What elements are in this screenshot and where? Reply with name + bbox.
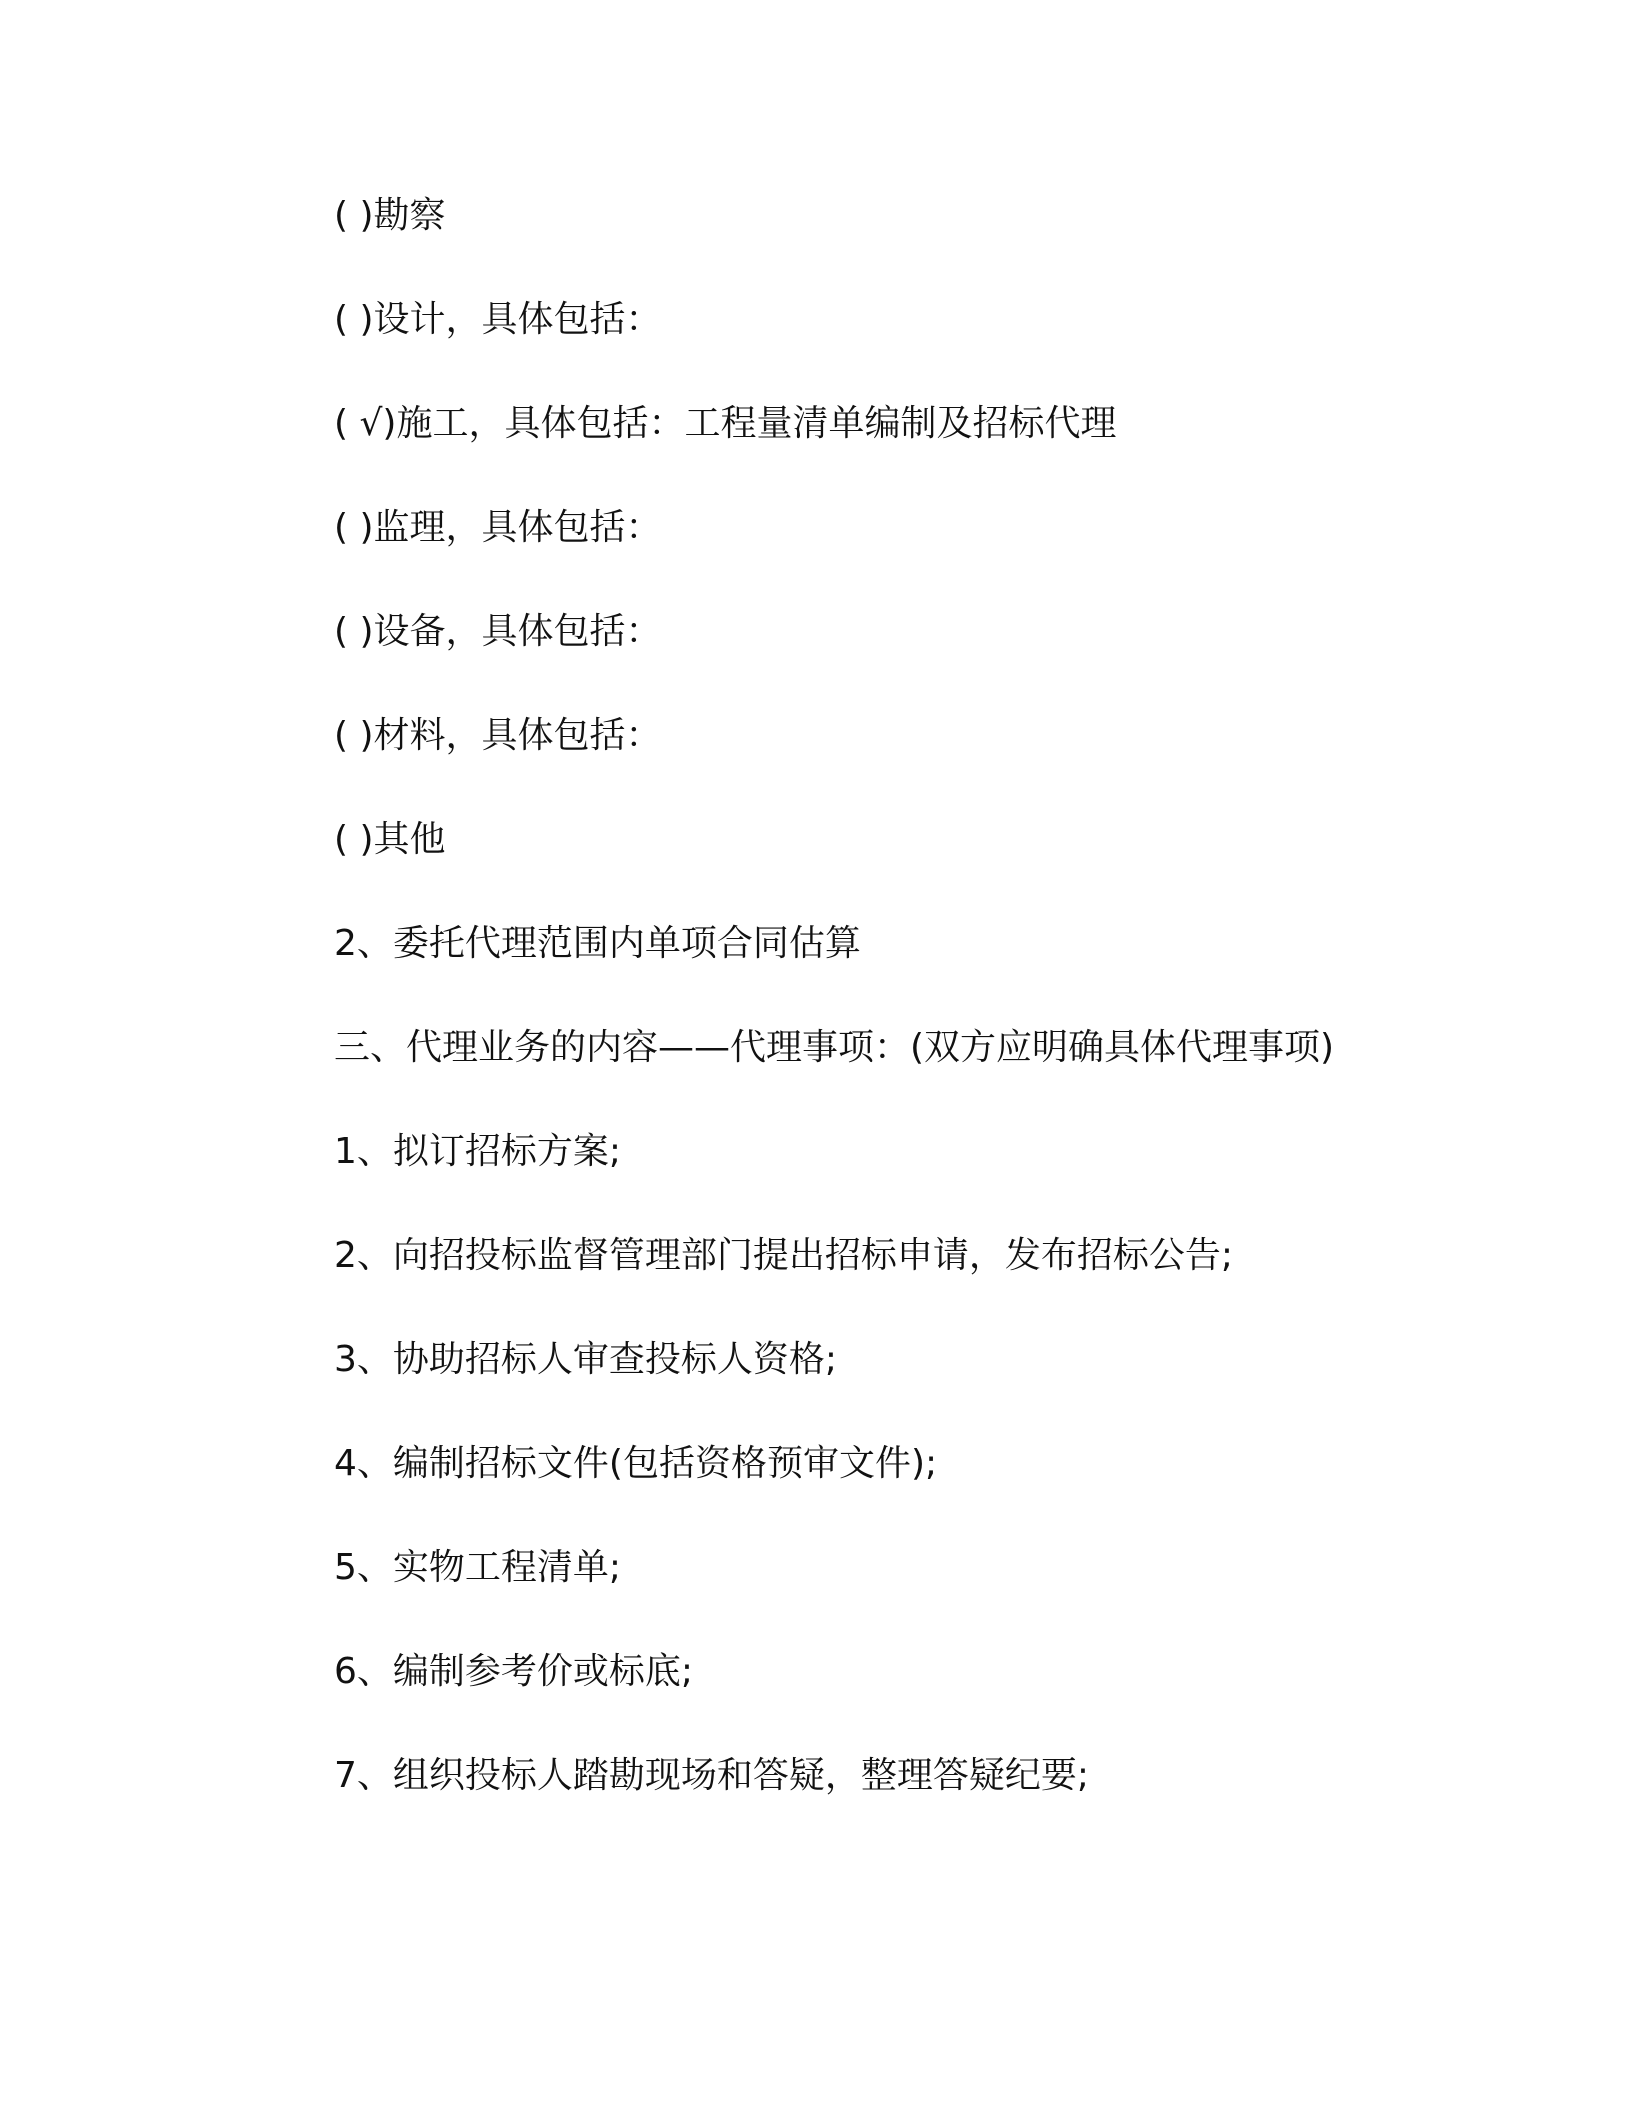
list-item: 6、编制参考价或标底; [334, 1651, 694, 1692]
option-equipment: ( )设备，具体包括： [334, 611, 662, 652]
option-other: ( )其他 [334, 819, 446, 860]
contract-estimate-line: 2、委托代理范围内单项合同估算 [334, 923, 861, 964]
section-heading: 三、代理业务的内容——代理事项：(双方应明确具体代理事项) [334, 1027, 1335, 1068]
option-design: ( )设计，具体包括： [334, 299, 662, 340]
option-materials: ( )材料，具体包括： [334, 715, 662, 756]
option-supervision: ( )监理，具体包括： [334, 507, 662, 548]
list-item: 5、实物工程清单; [334, 1547, 622, 1588]
list-item: 7、组织投标人踏勘现场和答疑，整理答疑纪要; [334, 1755, 1090, 1796]
document-body [334, 192, 1434, 1856]
list-item: 2、向招投标监督管理部门提出招标申请，发布招标公告; [334, 1235, 1234, 1276]
list-item: 1、拟订招标方案; [334, 1131, 622, 1172]
option-construction: ( √)施工，具体包括：工程量清单编制及招标代理 [334, 403, 1117, 444]
list-item: 4、编制招标文件(包括资格预审文件); [334, 1443, 938, 1484]
option-survey: ( )勘察 [334, 195, 446, 236]
list-item: 3、协助招标人审查投标人资格; [334, 1339, 838, 1380]
